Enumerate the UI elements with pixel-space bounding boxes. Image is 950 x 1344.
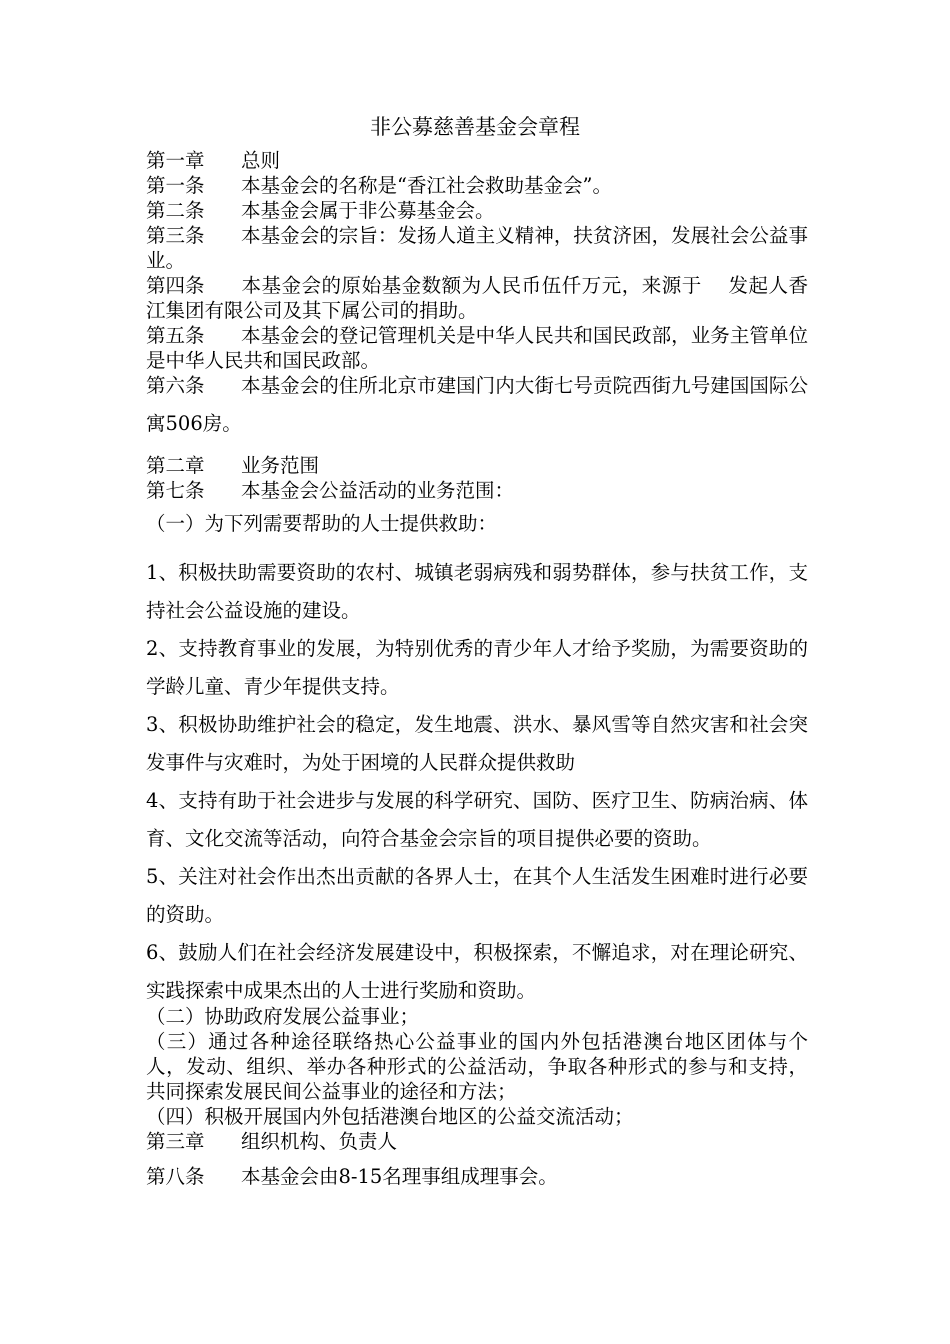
article-text: 本基金会的名称是“香江社会救助基金会”。 <box>241 174 612 197</box>
spacer <box>146 503 808 511</box>
article-5 <box>146 323 808 373</box>
chapter-label: 第三章 <box>146 1130 205 1153</box>
article-label: 第四条 <box>146 274 205 297</box>
subsection-3: （三）通过各种途径联络热心公益事业的国内外包括港澳台地区团体与个人，发动、组织、举办各种形式的公益活动，争取各种形式的参与和支持，共同探索发展民间公益事业的途径和方法； <box>146 1030 808 1103</box>
subsection-1: （一）为下列需要帮助的人士提供救助： <box>146 512 498 535</box>
chapter-label: 第一章 <box>146 149 205 172</box>
subsection-4: （四）积极开展国内外包括港澳台地区的公益交流活动； <box>146 1105 634 1128</box>
list-item: 6、鼓励人们在社会经济发展建设中，积极探索，不懈追求，对在理论研究、实践探索中成果杰出的人士进行奖励和资助。 <box>146 941 808 1002</box>
article-label: 第七条 <box>146 479 205 502</box>
list-item: 2、支持教育事业的发展，为特别优秀的青少年人才给予奖励，为需要资助的学龄儿童、青少年提供支持。 <box>146 637 808 698</box>
article-4 <box>146 273 808 323</box>
document-body <box>146 148 808 1189</box>
chapter-title: 总则 <box>241 149 281 172</box>
chapter-label: 第二章 <box>146 454 205 477</box>
list-item: 4、支持有助于社会进步与发展的科学研究、国防、医疗卫生、防病治病、体育、文化交流等活动，向符合基金会宗旨的项目提供必要的资助。 <box>146 789 808 850</box>
article-7 <box>146 478 808 503</box>
list-item: 5、关注对社会作出杰出贡献的各界人士，在其个人生活发生困难时进行必要的资助。 <box>146 865 808 926</box>
article-2 <box>146 198 808 223</box>
article-label: 第六条 <box>146 374 205 397</box>
article-8 <box>146 1164 808 1189</box>
article-6 <box>146 367 808 443</box>
subsection-2: （二）协助政府发展公益事业； <box>146 1005 420 1028</box>
article-text: 本基金会公益活动的业务范围： <box>241 479 515 502</box>
spacer <box>146 443 808 453</box>
article-text: 本基金会的宗旨：发扬人道主义精神，扶贫济困，发展社会公益事业。 <box>146 224 808 272</box>
chapter-title: 组织机构、负责人 <box>241 1130 398 1153</box>
article-label: 第三条 <box>146 224 205 247</box>
article-1 <box>146 173 808 198</box>
document-title: 非公募慈善基金会章程 <box>370 115 580 139</box>
article-label: 第五条 <box>146 324 205 347</box>
chapter-heading-2 <box>146 453 808 478</box>
chapter-heading-3 <box>146 1129 808 1154</box>
article-label: 第八条 <box>146 1165 205 1188</box>
article-label: 第一条 <box>146 174 205 197</box>
article-label: 第二条 <box>146 199 205 222</box>
article-text: 本基金会属于非公募基金会。 <box>241 199 495 222</box>
article-text: 本基金会由8-15名理事组成理事会。 <box>241 1165 558 1188</box>
spacer <box>146 1154 808 1164</box>
article-3 <box>146 223 808 273</box>
chapter-title: 业务范围 <box>241 454 320 477</box>
article-text: 本基金会的原始基金数额为人民币伍仟万元，来源于 发起人香江集团有限公司及其下属公司的捐助。 <box>146 274 808 322</box>
list-item: 1、积极扶助需要资助的农村、城镇老弱病残和弱势群体，参与扶贫工作，支持社会公益设施的建设。 <box>146 561 808 622</box>
spacer <box>146 536 808 554</box>
article-text: 本基金会的登记管理机关是中华人民共和国民政部，业务主管单位是中华人民共和国民政部。 <box>146 324 808 372</box>
list-item: 3、积极协助维护社会的稳定，发生地震、洪水、暴风雪等自然灾害和社会突发事件与灾难时，为处于困境的人民群众提供救助 <box>146 713 808 774</box>
chapter-heading-1 <box>146 148 808 173</box>
article-text: 本基金会的住所北京市建国门内大街七号贡院西街九号建国国际公寓506房。 <box>146 374 808 435</box>
